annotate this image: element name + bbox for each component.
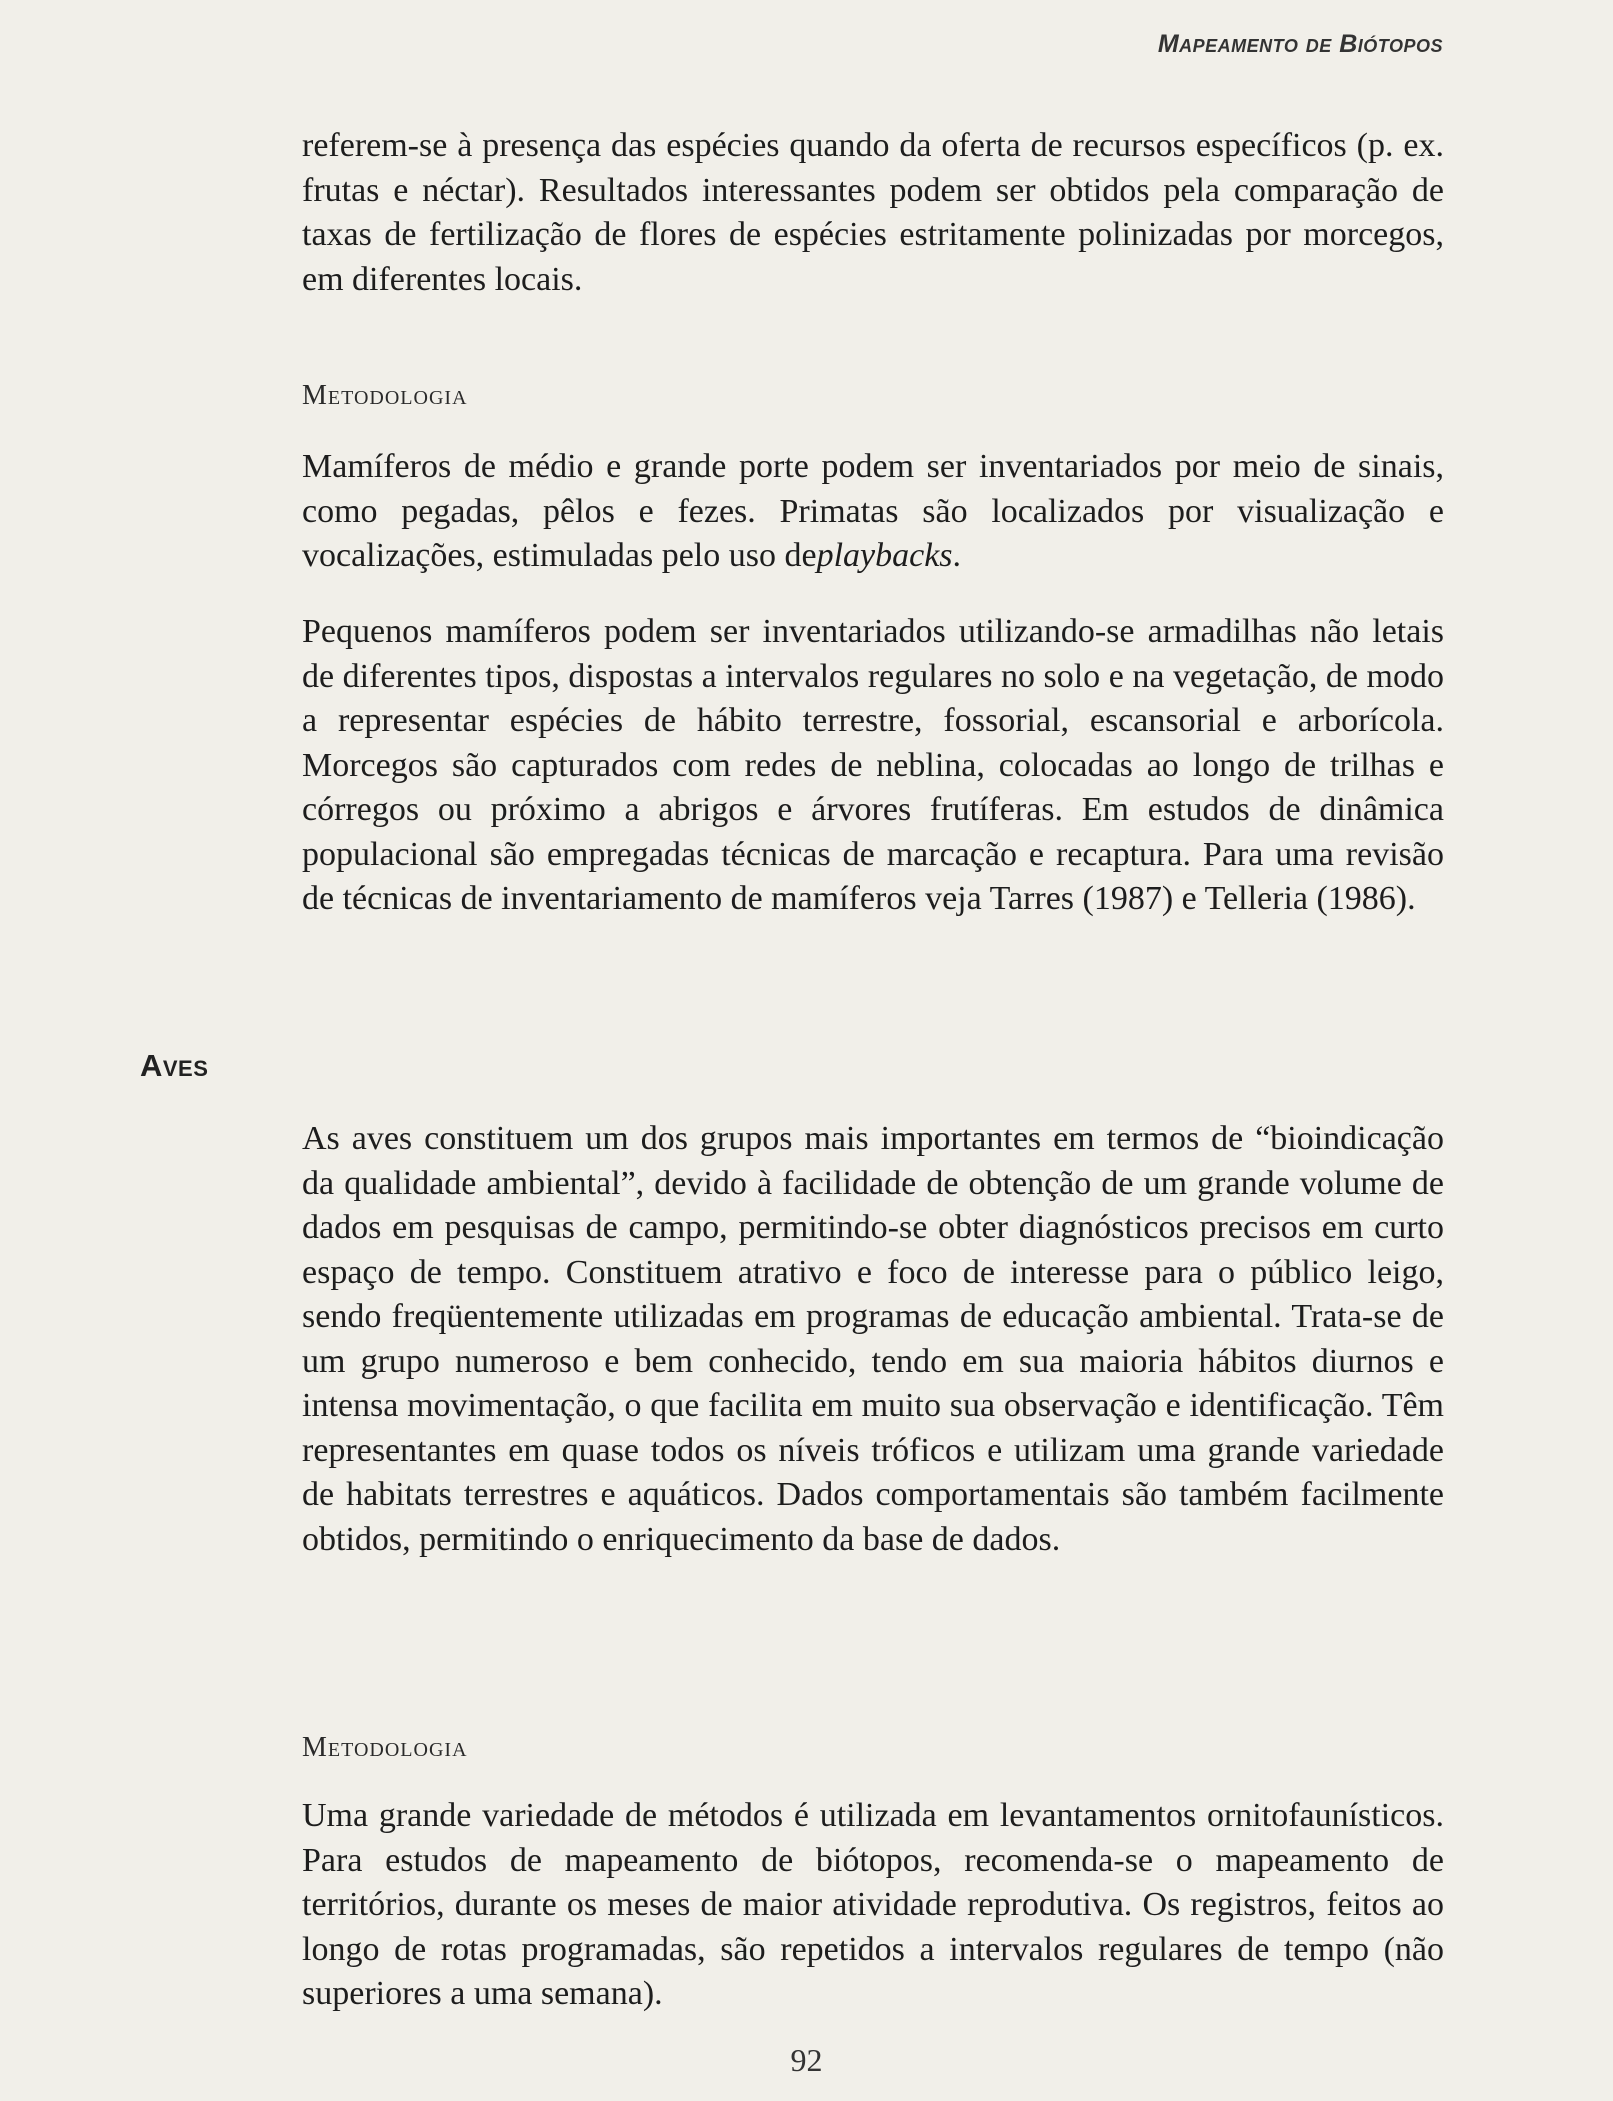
section-heading-aves-text: Aves	[140, 1048, 209, 1083]
paragraph-2-italic: playbacks	[816, 537, 953, 574]
paragraph-4-text: As aves constituem um dos grupos mais importantes em termos de “bioindicação da qualidade ambiental”, devido à facilidade de obtenção de um grande volume de dados em pesquisas de campo, permitindo-se obter diagnósticos precisos em curto espaço de tempo. Constituem atrativo e foco de interesse para o público leigo, sendo freqüentemente utilizadas em programas de educação ambiental. Trata-se de um grupo numeroso e bem conhecido, tendo em sua maioria hábitos diurnos e intensa movimentação, o que facilita em muito sua observação e identificação. Têm representantes em quase todos os níveis tróficos e utilizam uma grande variedade de habitats terrestres e aquáticos. Dados comportamentais são também facilmente obtidos, permitindo o enriquecimento da base de dados.	[302, 1120, 1444, 1558]
subheading-metodologia-1	[302, 380, 468, 412]
paragraph-2	[302, 445, 1444, 579]
paragraph-5-text: Uma grande variedade de métodos é utilizada em levantamentos ornitofaunísticos. Para estudos de mapeamento de biótopos, recomenda-se o mapeamento de territórios, durante os meses de maior atividade reprodutiva. Os registros, feitos ao longo de rotas programadas, são repetidos a intervalos regulares de tempo (não superiores a uma semana).	[302, 1797, 1444, 2012]
page-number: 92	[790, 2042, 823, 2078]
subheading-metodologia-1-text: Metodologia	[302, 380, 468, 411]
paragraph-1	[302, 124, 1444, 302]
paragraph-5	[302, 1794, 1444, 2017]
running-head	[1158, 30, 1443, 59]
paragraph-2-main: Mamíferos de médio e grande porte podem ser inventariados por meio de sinais, como pegadas, pêlos e fezes. Primatas são localizados por visualização e vocalizações, estimuladas pelo uso de	[302, 448, 1444, 574]
paragraph-2-text	[302, 445, 1444, 579]
running-head-text: Mapeamento de Biótopos	[1157, 30, 1443, 58]
paragraph-3	[302, 610, 1444, 922]
subheading-metodologia-2	[302, 1732, 468, 1764]
subheading-metodologia-2-text: Metodologia	[302, 1732, 468, 1763]
paragraph-1-text: referem-se à presença das espécies quando da oferta de recursos específicos (p. ex. frutas e néctar). Resultados interessantes podem ser obtidos pela comparação de taxas de fertilização de flores de espécies estritamente polinizadas por morcegos, em diferentes locais.	[302, 127, 1444, 298]
paragraph-3-text: Pequenos mamíferos podem ser inventariados utilizando-se armadilhas não letais de diferentes tipos, dispostas a intervalos regulares no solo e na vegetação, de modo a representar espécies de hábito terrestre, fossorial, escansorial e arborícola. Morcegos são capturados com redes de neblina, colocadas ao longo de trilhas e córregos ou próximo a abrigos e árvores frutíferas. Em estudos de dinâmica populacional são empregadas técnicas de marcação e recaptura. Para uma revisão de técnicas de inventariamento de mamíferos veja Tarres (1987) e Telleria (1986).	[302, 613, 1444, 917]
section-heading-aves	[140, 1048, 208, 1084]
paragraph-4	[302, 1117, 1444, 1562]
paragraph-2-end: .	[952, 537, 962, 574]
